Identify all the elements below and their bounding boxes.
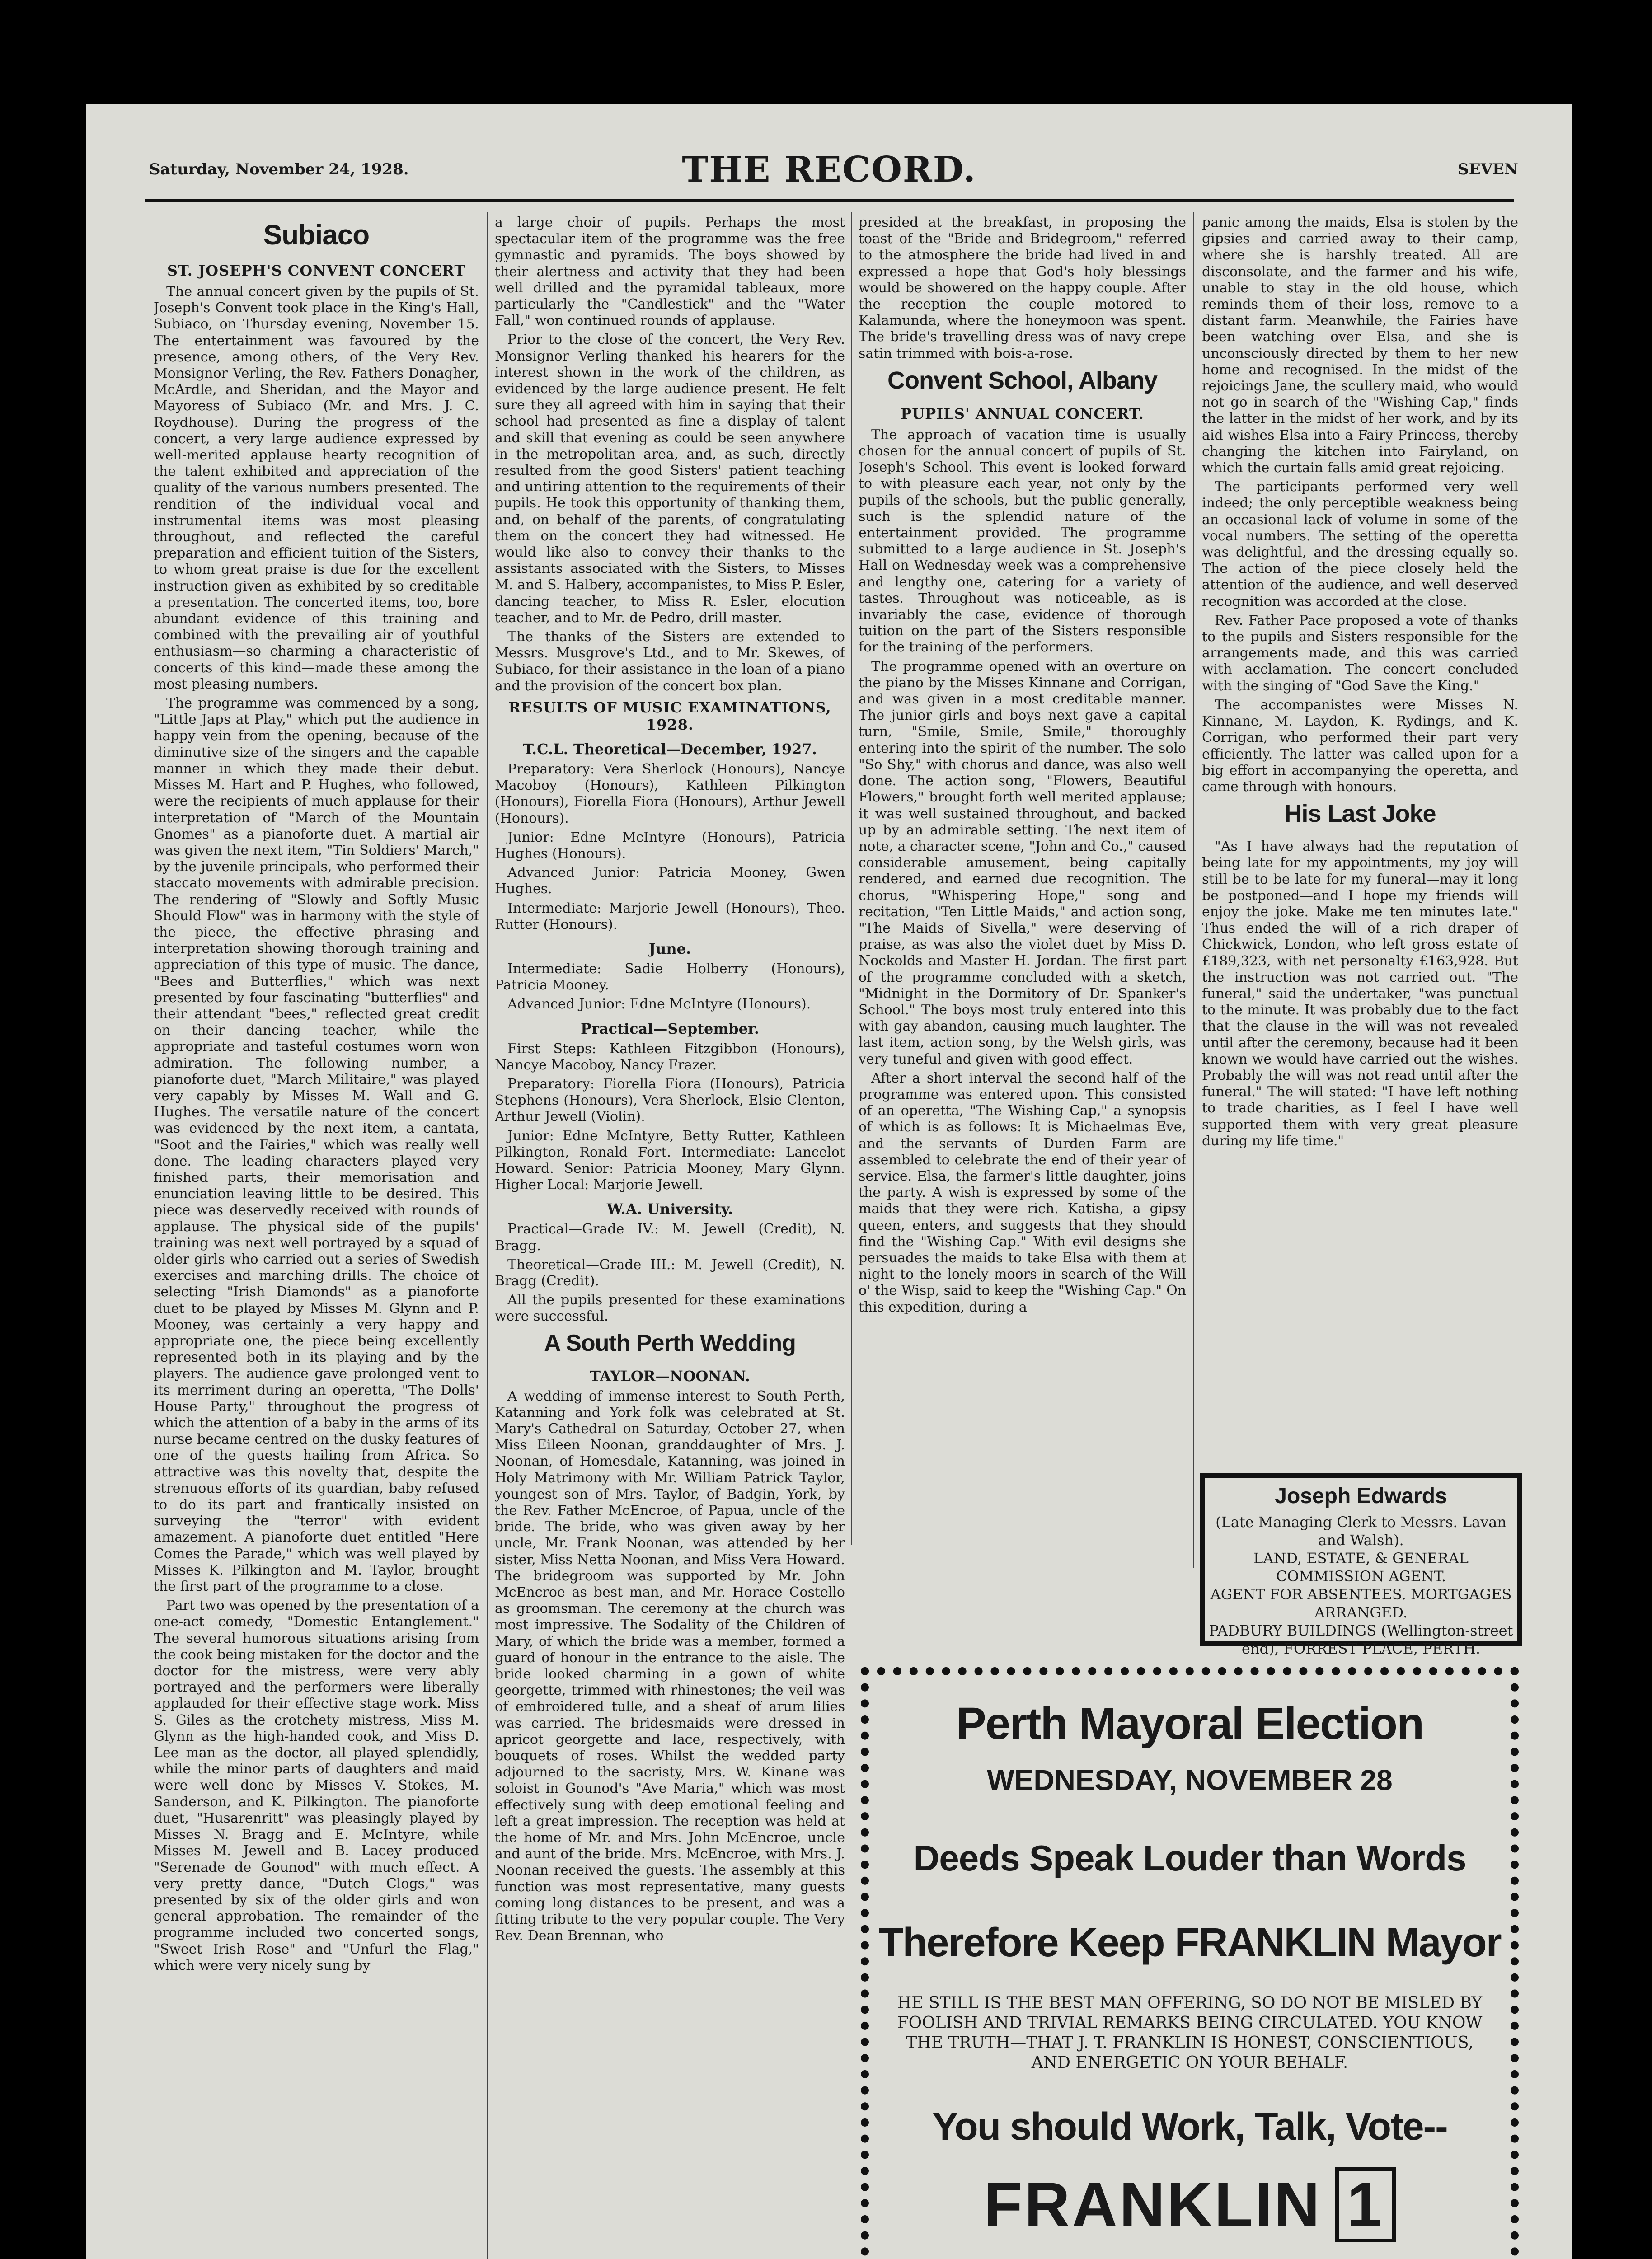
column-divider <box>1193 212 1194 1568</box>
ad-body: HE STILL IS THE BEST MAN OFFERING, SO DO NOT BE MISLED BY FOOLISH AND TRIVIAL REMARKS BEING CIRCULATED. YOU KNOW THE TRUTH—THAT J. T. FRANKLIN IS HONEST, CONSCIENTIOUS, AND ENERGETIC ON YOUR BEHALF. <box>897 1994 1483 2072</box>
ad-line: AGENT FOR ABSENTEES. MORTGAGES ARRANGED. <box>1210 1586 1512 1621</box>
masthead: THE RECORD. <box>682 149 976 190</box>
header-rule <box>145 199 1514 202</box>
paragraph: The programme opened with an overture on the piano by the Misses Kinnane and Corrigan, and was given in a most creditable manner. The junior girls and boys next gave a capital turn, "Smile, Smile, Smile," thoroughly entering into the spirit of the number. The solo "So Shy," with chorus and dance, was also well done. The action song, "Flowers, Beautiful Flowers," brought forth well merited applause; it was well sustained throughout, and backed up by an admirable setting. The next item of note, a character scene, "John and Co.," caused considerable amusement, being capitally rendered, and earned due recognition. The chorus, "Whispering Hope," song and recitation, "Ten Little Maids," and action song, "The Maids of Sivella," were deserving of praise, as was also the violet duet by Miss D. Nockolds and Master H. Jordan. The first part of the programme concluded with a sketch, "Midnight in the Dormitory of Dr. Spanker's School." The boys most truly entered into this with gay abandon, causing much laughter. The last item, action song, by the Welsh girls, was very tuneful and given with good effect. <box>859 658 1186 1067</box>
subsection-heading: June. <box>648 940 691 957</box>
paragraph: Prior to the close of the concert, the Very Rev. Monsignor Verling thanked his hearers for the interest shown in the work of the children, as evidenced by the large audience present. He felt sure they all agreed with him in saying that their school had presented as fine a display of talent and skill that evening as could be seen anywhere in the metropolitan area, and, as such, directly resulted from the good Sisters' patient teaching and untiring attention to the requirements of their pupils. He took this opportunity of thanking them, and, on behalf of the parents, of congratulating them on the concert they had witnessed. He would like also to convey their thanks to the assistants associated with the Sisters, to Misses M. and S. Halbery, accompanistes, to Miss P. Esler, dancing teacher, to Miss R. Esler, elocution teacher, and to Mr. de Pedro, drill master. <box>495 332 845 626</box>
ad-line: (Late Managing Clerk to Messrs. Lavan and Walsh). <box>1216 1514 1507 1549</box>
paragraph: Intermediate: Sadie Holberry (Honours), Patricia Mooney. <box>495 961 845 994</box>
newspaper-page <box>86 104 1572 2259</box>
subsection-heading: Practical—September. <box>580 1020 760 1037</box>
column-1 <box>154 215 479 2259</box>
paragraph: Theoretical—Grade III.: M. Jewell (Credit), N. Bragg (Credit). <box>495 1256 845 1289</box>
paragraph: The annual concert given by the pupils of St. Joseph's Convent took place in the King's Hall, Subiaco, on Thursday evening, November 15. The entertainment was favoured by the presence, among others, of the Very Rev. Monsignor Verling, the Rev. Fathers Donagher, McArdle, and Sheridan, and the Mayor and Mayoress of Subiaco (Mr. and Mrs. J. C. Roydhouse). During the progress of the concert, a very large audience expressed by well-merited applause hearty recognition of the talent exhibited and appreciation of the quality of the various numbers presented. The rendition of the individual vocal and instrumental items was most pleasing throughout, and reflected the careful preparation and efficient tuition of the Sisters, to whom great praise is due for the excellent instruction given as exhibited by so creditable a presentation. The concerted items, too, bore abundant evidence of this training and combined with the prevailing air of youthful enthusiasm—so charming a characteristic of concerts of this kind—made these among the most pleasing numbers. <box>154 284 479 692</box>
article-heading: RESULTS OF MUSIC EXAMINATIONS, 1928. <box>508 698 831 733</box>
column-divider <box>851 212 852 1545</box>
paragraph: The participants performed very well indeed; the only perceptible weakness being an occasional lack of volume in some of the vocal numbers. The setting of the operetta was delightful, and the dressing equally so. The action of the piece closely held the attention of the audience, and well deserved recognition was accorded at the close. <box>1202 479 1518 609</box>
subsection-heading: W.A. University. <box>606 1200 733 1218</box>
subsection-heading: TAYLOR—NOONAN. <box>590 1367 750 1385</box>
paragraph: Rev. Father Pace proposed a vote of thanks to the pupils and Sisters responsible for the arrangements made, and this was carried with acclamation. The concert concluded with the singing of "God Save the King." <box>1202 612 1518 694</box>
article-heading: A South Perth Wedding <box>544 1330 796 1356</box>
ad-line: PADBURY BUILDINGS (Wellington-street end), FORREST PLACE, PERTH. <box>1209 1622 1513 1657</box>
paragraph: The accompanistes were Misses N. Kinnane, M. Laydon, K. Rydings, and K. Corrigan, who performed their part very efficiently. The latter was called upon for a big effort in accompanying the operetta, and came through with honours. <box>1202 697 1518 795</box>
paragraph: The programme was commenced by a song, "Little Japs at Play," which put the audience in happy vein from the opening, because of the diminutive size of the singers and the capable manner in which they made their debut. Misses M. Hart and P. Hughes, who followed, were the recipients of much applause for their interpretation of "March of the Mountain Gnomes" as a pianoforte duet. A martial air was given the next item, "Tin Soldiers' March," by the juvenile principals, who performed their staccato movements with admirable precision. The rendering of "Slowly and Softly Music Should Flow" was in harmony with the style of the piece, the effective phrasing and interpretation showing thorough training and appreciation of this type of music. The dance, "Bees and Butterflies," which was next presented by four fascinating "butterflies" and their attendant "bees," reflected great credit on their dancing teacher, while the appropriate and tasteful costumes worn won admiration. The following number, a pianoforte duet, "March Militaire," was played very capably by Misses M. Wall and G. Hughes. The versatile nature of the concert was evidenced by the next item, a cantata, "Soot and the Fairies," which was really well done. The leading characters played very finished parts, their memorisation and enunciation leaving little to be desired. This piece was deservedly received with rounds of applause. The physical side of the pupils' training was next well portrayed by a squad of older girls who carried out a series of Swedish exercises and marching drills. The choice of selecting "Irish Diamonds" as a pianoforte duet to be played by Misses M. Glynn and P. Mooney, was certainly a very happy and appropriate one, the piece being excellently represented both in its playing and by the players. The audience gave prolonged vent to its merriment during an operetta, "The Dolls' House Party," throughout the progress of which the attention of a baby in the arms of its nurse became centred on the dusky features of one of the guests hailing from Africa. So attractive was this novelty that, despite the strenuous efforts of its guardian, baby refused to do its part and frantically insisted on surveying the "terror" with evident amazement. A pianoforte duet entitled "Here Comes the Parade," which was well played by Misses K. Pilkington and M. Taylor, brought the first part of the programme to a close. <box>154 695 479 1595</box>
candidate-name <box>869 2167 1511 2242</box>
column-4 <box>1202 215 1518 1565</box>
paragraph: Preparatory: Vera Sherlock (Honours), Nancye Macoboy (Honours), Kathleen Pilkington (Honours), Fiorella Fiora (Honours), Arthur Jewell (Honours). <box>495 761 845 826</box>
subsection-heading: T.C.L. Theoretical—December, 1927. <box>523 740 817 758</box>
advertisement-mayoral-election <box>861 1667 1519 2259</box>
advertiser-name: Joseph Edwards <box>1275 1484 1447 1508</box>
column-divider <box>487 212 488 2259</box>
paragraph: a large choir of pupils. Perhaps the most spectacular item of the programme was the free gymnastic and pyramids. The boys showed by their alertness and activity that they had been well drilled and the pyramidal tableaux, more particularly the "Candlestick" and the "Water Fall," won continued rounds of applause. <box>495 215 845 329</box>
issue-date: Saturday, November 24, 1928. <box>149 160 409 178</box>
paragraph: Intermediate: Marjorie Jewell (Honours), Theo. Rutter (Honours). <box>495 900 845 933</box>
paragraph: After a short interval the second half of the programme was entered upon. This consisted of an operetta, "The Wishing Cap," a synopsis of which is as follows: It is Michaelmas Eve, and the servants of Durden Farm are assembled to celebrate the end of their year of service. Elsa, the farmer's little daughter, joins the party. A wish is expressed by some of the maids that they were rich. Katisha, a gipsy queen, enters, and suggests that they should find the "Wishing Cap." With evil designs she persuades the maids to take Elsa with them at night to the lonely moors in search of the Will o' the Wisp, said to keep the "Wishing Cap." On this expedition, during a <box>859 1070 1186 1315</box>
page-number: SEVEN <box>1458 160 1518 178</box>
paragraph: Advanced Junior: Edne McIntyre (Honours). <box>507 996 811 1012</box>
paragraph: First Steps: Kathleen Fitzgibbon (Honours), Nancye Macoboy, Nancy Frazer. <box>495 1040 845 1073</box>
paragraph: Preparatory: Fiorella Fiora (Honours), Patricia Stephens (Honours), Vera Sherlock, Elsie Clenton, Arthur Jewell (Violin). <box>495 1076 845 1125</box>
ad-headline: Therefore Keep FRANKLIN Mayor <box>878 1920 1501 1965</box>
paragraph: The approach of vacation time is usually chosen for the annual concert of pupils of St. Joseph's School. This event is looked forward to with pleasure each year, not only by the pupils of the schools, but the public generally, such is the splendid nature of the entertainment provided. The programme submitted to a large audience in St. Joseph's Hall on Wednesday week was a comprehensive and lengthy one, catering for a variety of tastes. Throughout was noticeable, as is invariably the case, evidence of thorough tuition on the part of the Sisters responsible for the training of the performers. <box>859 426 1186 656</box>
paragraph: Junior: Edne McIntyre, Betty Rutter, Kathleen Pilkington, Ronald Fort. Intermediate: Lancelot Howard. Senior: Patricia Mooney, Mary Glynn. Higher Local: Marjorie Jewell. <box>495 1128 845 1193</box>
column-3 <box>859 215 1186 1570</box>
paragraph: Junior: Edne McIntyre (Honours), Patricia Hughes (Honours). <box>495 829 845 862</box>
paragraph: The thanks of the Sisters are extended to Messrs. Musgrove's Ltd., and to Mr. Skewes, of Subiaco, for their assistance in the loan of a piano and the provision of the concert box plan. <box>495 629 845 694</box>
paragraph: presided at the breakfast, in proposing the toast of the "Bride and Bridegroom," referred to the atmosphere the bride had lived in and expressed a hope that God's holy blessings would be showered on the happy couple. After the reception the couple motored to Kalamunda, where the honeymoon was spent. The bride's travelling dress was of navy crepe satin trimmed with bois-a-rose. <box>859 215 1186 361</box>
advertisement-joseph-edwards <box>1200 1473 1522 1657</box>
paragraph: Advanced Junior: Patricia Mooney, Gwen Hughes. <box>495 865 845 897</box>
candidate-label: FRANKLIN <box>984 2169 1322 2240</box>
ad-call: You should Work, Talk, Vote-- <box>932 2105 1447 2148</box>
column-2 <box>495 215 845 2259</box>
paragraph: A wedding of immense interest to South Perth, Katanning and York folk was celebrated at St. Mary's Cathedral on Saturday, October 27, when Miss Eileen Noonan, granddaughter of Mrs. J. Noonan, of Homesdale, Katanning, was joined in Holy Matrimony with Mr. William Patrick Taylor, youngest son of Mrs. Taylor, of Badgin, York, by the Rev. Father McEncroe, of Papua, uncle of the bride. The bride, who was given away by her uncle, Mr. Frank Noonan, was attended by her sister, Miss Netta Noonan, and Miss Vera Howard. The bridegroom was supported by Mr. John McEncroe as best man, and Mr. Horace Costello as groomsman. The ceremony at the church was most impressive. The Sodality of the Children of Mary, of which the bride was a member, formed a guard of honour in the entrance to the aisle. The bride looked charming in a gown of white georgette, trimmed with rhinestones; the veil was of embroidered tulle, and a sheaf of arum lilies was carried. The bridesmaids were dressed in apricot georgette and lace, respectively, with bouquets of roses. Whilst the wedded party adjourned to the sacristy, Mrs. W. Kinane was soloist in Gounod's "Ave Maria," which was most effectively sung with deep emotional feeling and left a great impression. The reception was held at the home of Mr. and Mrs. John McEncroe, uncle and aunt of the bride. Mrs. McEncroe, with Mrs. J. Noonan received the guests. The assembly at this function was most representative, many guests coming long distances to be present, and was a fitting tribute to the very popular couple. The Very Rev. Dean Brennan, who <box>495 1388 845 1944</box>
paragraph: "As I have always had the reputation of being late for my appointments, my joy will still be to be late for my funeral—may it long be postponed—and I hope my friends will enjoy the joke. Make me ten minutes late." Thus ended the will of a rich draper of Chickwick, London, who left gross estate of £189,323, with net personalty £163,928. But the instruction was not carried out. "The funeral," said the undertaker, "was punctual to the minute. It was probably due to the fact that the clause in the will was not revealed until after the ceremony, because had it been known we would have carried out the wishes. Probably the will was not read until after the funeral." The will stated: "I have left nothing to trade charities, as I feel I have well supported them with very great pleasure during my life time." <box>1202 839 1518 1149</box>
paragraph: All the pupils presented for these examinations were successful. <box>495 1292 845 1325</box>
ballot-number-box: 1 <box>1335 2167 1396 2242</box>
paragraph: Part two was opened by the presentation of a one-act comedy, "Domestic Entanglement." The several humorous situations arising from the cook being mistaken for the doctor and the doctor for the mistress, were very ably portrayed and the performers were liberally applauded for their effective stage work. Miss S. Giles as the crotchety mistress, Miss M. Glynn as the high-handed cook, and Miss D. Lee man as the doctor, all played splendidly, while the minor parts of daughters and maid were well done by Misses V. Stokes, M. Sanderson, and K. Pilkington. The pianoforte duet, "Husarenritt" was pleasingly played by Misses N. Bragg and E. McIntyre, while Misses M. Jewell and B. Lacey produced "Serenade de Gounod" with much effect. A very pretty dance, "Dutch Clogs," was presented by six of the older girls and won general approbation. The remainder of the programme included two concerted songs, "Sweet Irish Rose" and "Unfurl the Flag," which were very nicely sung by <box>154 1598 479 1973</box>
ad-date: WEDNESDAY, NOVEMBER 28 <box>987 1764 1393 1796</box>
ad-line: LAND, ESTATE, & GENERAL COMMISSION AGENT. <box>1253 1550 1469 1585</box>
paragraph: Practical—Grade IV.: M. Jewell (Credit), N. Bragg. <box>495 1221 845 1254</box>
page-header <box>86 149 1572 199</box>
section-heading: Subiaco <box>263 220 370 251</box>
article-heading: His Last Joke <box>1284 800 1436 828</box>
ad-title: Perth Mayoral Election <box>956 1698 1424 1749</box>
article-heading: Convent School, Albany <box>887 366 1158 394</box>
article-heading: ST. JOSEPH'S CONVENT CONCERT <box>167 262 466 279</box>
ad-slogan: Deeds Speak Louder than Words <box>913 1838 1466 1878</box>
paragraph: panic among the maids, Elsa is stolen by the gipsies and carried away to their camp, where she is harshly treated. All are disconsolate, and the farmer and his wife, unable to stay in the old house, which reminds them of their loss, remove to a distant farm. Meanwhile, the Fairies have been watching over Elsa, and she is unconsciously directed by them to her new home and recognised. In the midst of the rejoicings Jane, the scullery maid, who would not go in search of the "Wishing Cap," finds the latter in the midst of her work, and by its aid wishes Elsa into a Fairy Princess, thereby changing the kitchen into Fairyland, on which the curtain falls amid great rejoicing. <box>1202 215 1518 476</box>
article-heading: PUPILS' ANNUAL CONCERT. <box>901 405 1144 422</box>
